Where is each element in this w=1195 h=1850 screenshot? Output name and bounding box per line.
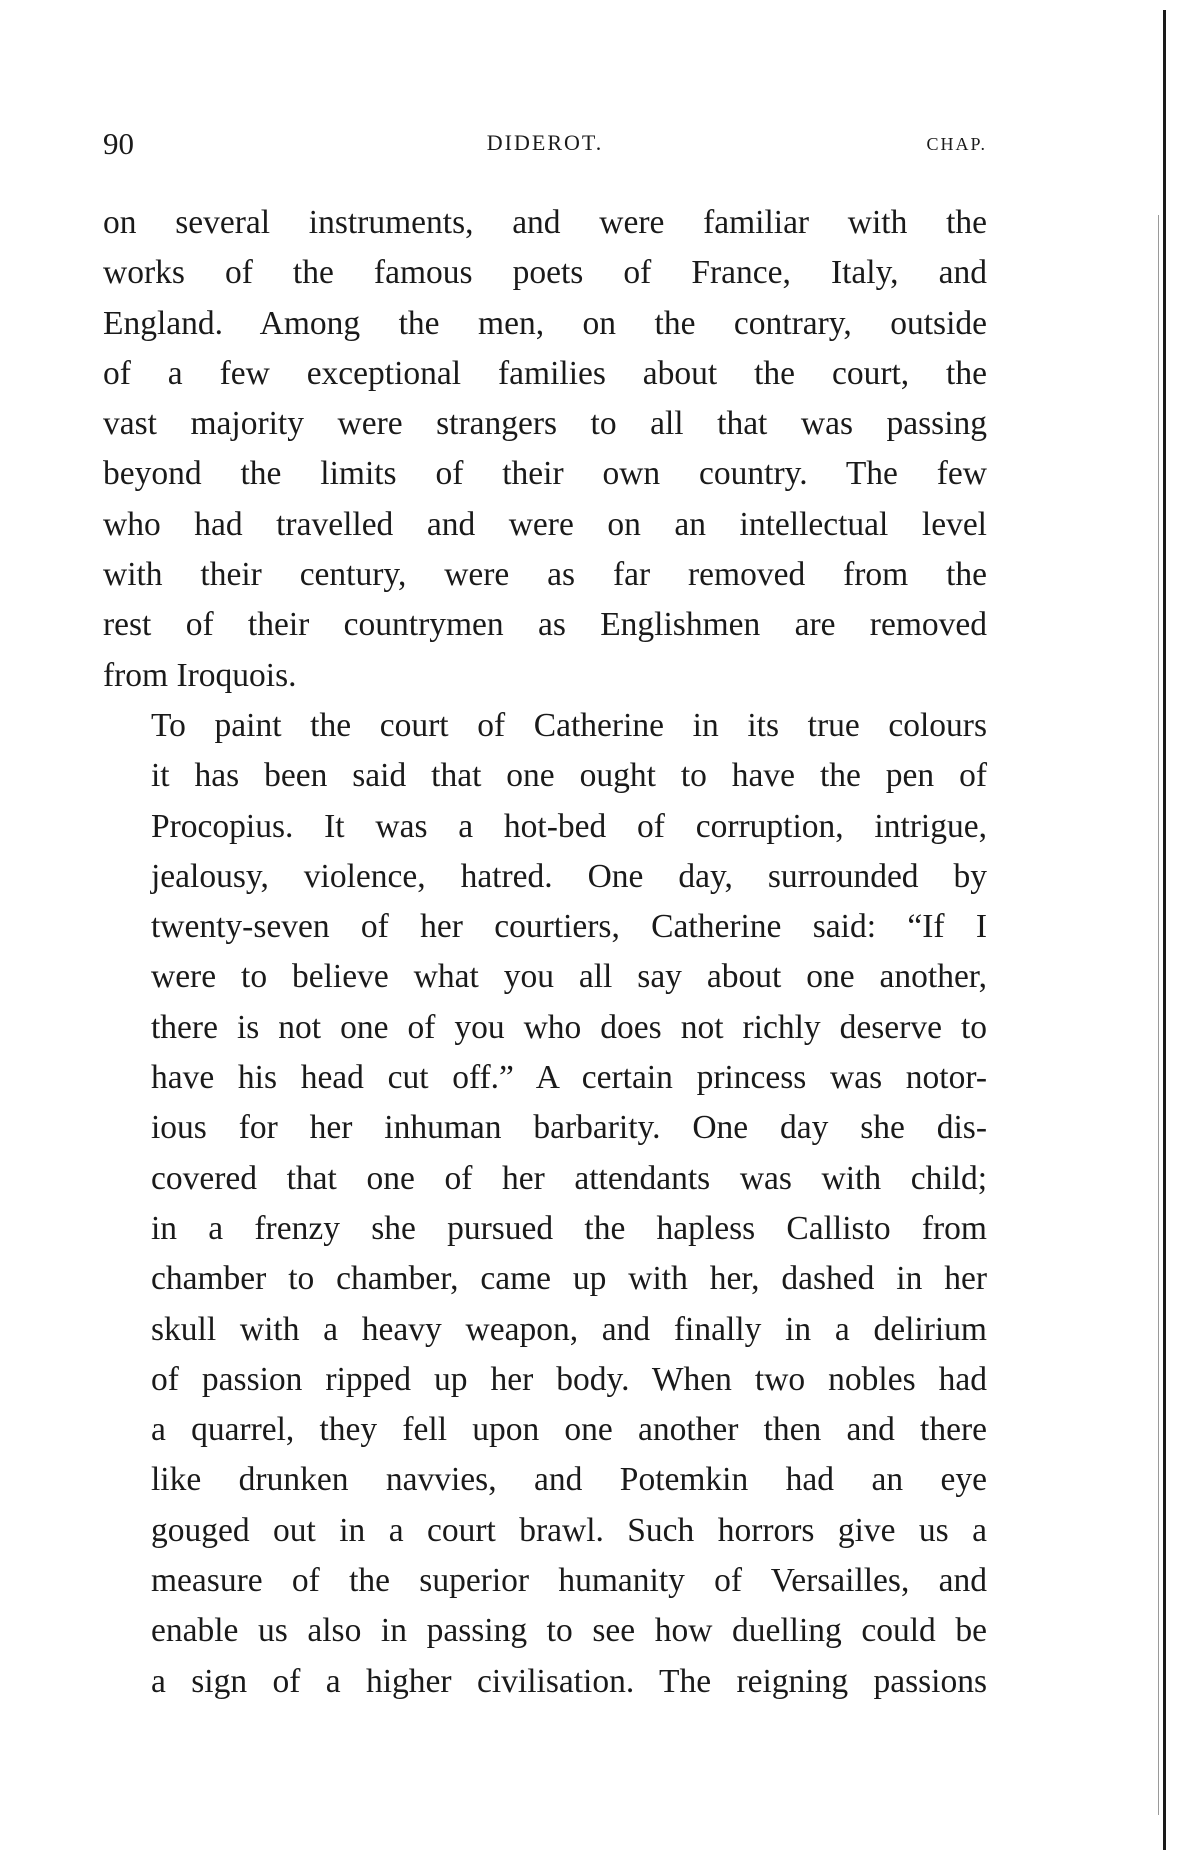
- body-text: [103, 198, 987, 1707]
- text-line: on several instruments, and were familiar with the: [103, 204, 987, 241]
- running-title: DIDEROT.: [486, 130, 604, 155]
- text-line: like drunken navvies, and Potemkin had an eye: [151, 1461, 987, 1499]
- text-line: measure of the superior humanity of Versailles, and: [151, 1562, 987, 1600]
- text-line: a sign of a higher civilisation. The reigning passions: [151, 1662, 987, 1700]
- text-line: Procopius. It was a hot-bed of corruption, intrigue,: [151, 807, 987, 845]
- text-line: who had travelled and were on an intellectual level: [103, 505, 987, 543]
- text-line: have his head cut off.” A certain princess was notor-: [151, 1059, 987, 1097]
- text-line: works of the famous poets of France, Italy, and: [103, 254, 987, 292]
- text-line: of a few exceptional families about the court, the: [103, 354, 987, 392]
- page-edge-shadow: [1158, 215, 1159, 1815]
- paragraph-2: [103, 701, 987, 1707]
- text-line: there is not one of you who does not richly deserve to: [151, 1008, 987, 1046]
- text-line: were to believe what you all say about one another,: [151, 958, 987, 996]
- text-line: twenty-seven of her courtiers, Catherine said: “If I: [151, 908, 987, 946]
- text-line: it has been said that one ought to have the pen of: [151, 757, 987, 795]
- text-line: chamber to chamber, came up with her, dashed in her: [151, 1260, 987, 1298]
- text-line: beyond the limits of their own country. The few: [103, 455, 987, 493]
- text-line: England. Among the men, on the contrary, outside: [103, 304, 987, 342]
- text-line: a quarrel, they fell upon one another then and there: [151, 1411, 987, 1449]
- running-header: [103, 126, 987, 166]
- text-line: enable us also in passing to see how duelling could be: [151, 1612, 987, 1650]
- paragraph-1: [103, 198, 987, 701]
- text-line: gouged out in a court brawl. Such horrors give us a: [151, 1511, 987, 1549]
- text-line: jealousy, violence, hatred. One day, surrounded by: [151, 857, 987, 895]
- text-line: of passion ripped up her body. When two nobles had: [151, 1360, 987, 1398]
- text-line: ious for her inhuman barbarity. One day she dis-: [151, 1109, 987, 1147]
- text-line: with their century, were as far removed from the: [103, 556, 987, 594]
- text-line: rest of their countrymen as Englishmen are removed: [103, 606, 987, 644]
- text-line: skull with a heavy weapon, and finally in a delirium: [151, 1310, 987, 1348]
- text-line: covered that one of her attendants was with child;: [151, 1159, 987, 1197]
- text-line: To paint the court of Catherine in its true colours: [151, 706, 987, 744]
- chapter-label: CHAP.: [926, 134, 987, 154]
- text-line: from Iroquois.: [103, 656, 297, 694]
- page-number: 90: [103, 126, 134, 161]
- text-line: vast majority were strangers to all that was passing: [103, 405, 987, 443]
- page-edge-rule: [1163, 10, 1166, 1850]
- text-line: in a frenzy she pursued the hapless Callisto from: [151, 1209, 987, 1247]
